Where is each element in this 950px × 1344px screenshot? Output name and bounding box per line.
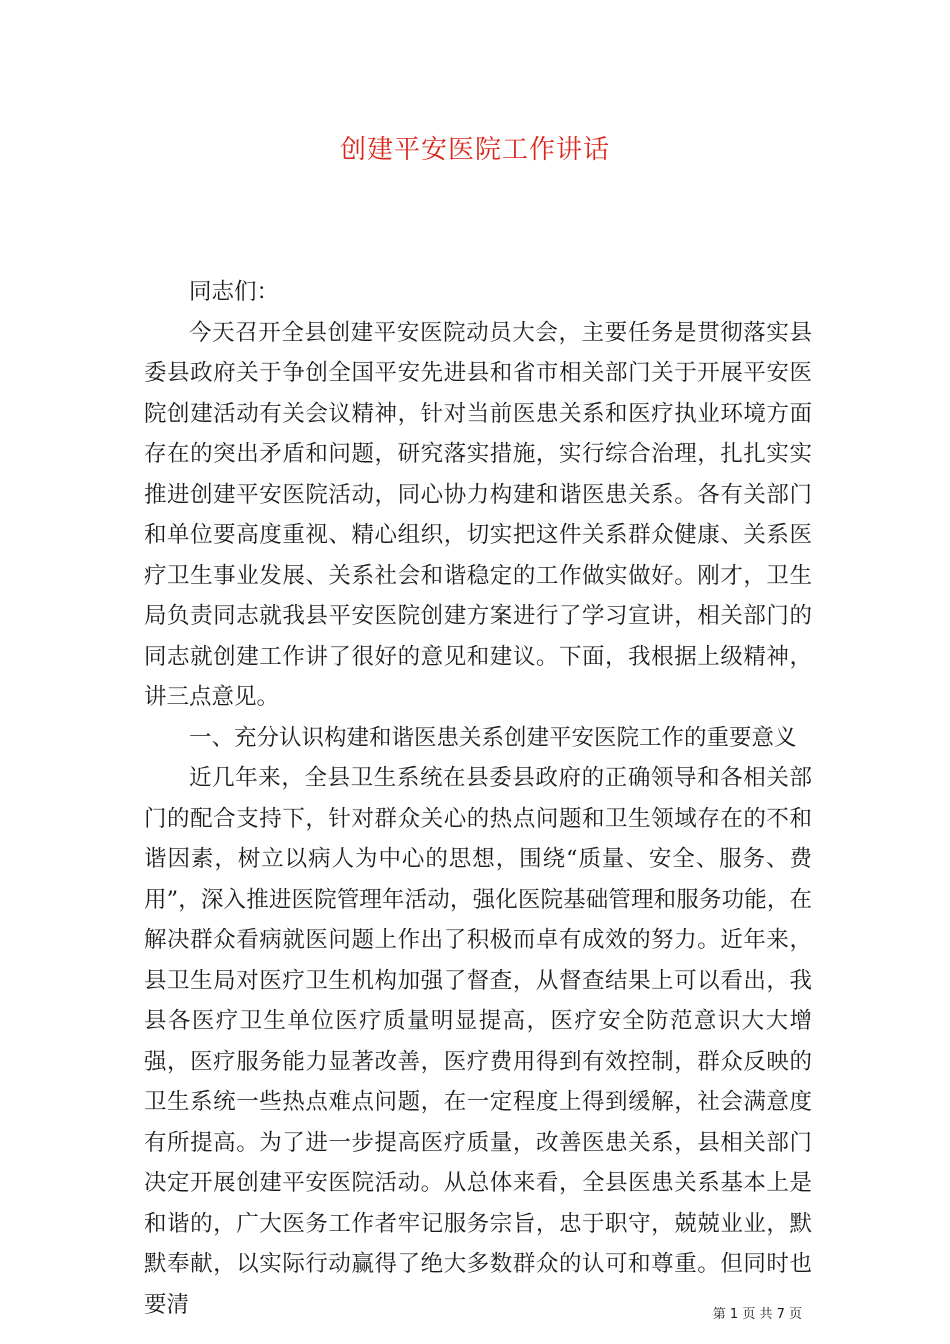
salutation-paragraph: 同志们： [189, 279, 280, 305]
section-heading: 一、充分认识构建和谐医患关系创建平安医院工作的重要意义 [189, 724, 797, 751]
body-paragraph: 近几年来，全县卫生系统在县委县政府的正确领导和各相关部门的配合支持下，针对群众关心的热点问题和卫生领域存在的不和谐因素，树立以病人为中心的思想，围绕“质量、安全、服务、费用”，深入推进医院管理年活动，强化医院基础管理和服务功能，在解决群众看病就医问题上作出了积极而卓有成效的努力。近年来，县卫生局对医疗卫生机构加强了督查，从督查结果上可以看出，我县各医疗卫生单位医疗质量明显提高，医疗安全防范意识大大增强，医疗服务能力显著改善，医疗费用得到有效控制，群众反映的卫生系统一些热点难点问题，在一定程度上得到缓解，社会满意度有所提高。为了进一步提高医疗质量，改善医患关系，县相关部门决定开展创建平安医院活动。从总体来看，全县医患关系基本上是和谐的，广大医务工作者牢记服务宗旨，忠于职守，兢兢业业，默默奉献，以实际行动赢得了绝大多数群众的认可和尊重。但同时也要清 [144, 765, 812, 1318]
page-title: 创建平安医院工作讲话 [339, 135, 610, 165]
document-body [144, 272, 812, 1325]
page-number-footer: 第 1 页 共 7 页 [712, 1307, 802, 1322]
intro-paragraph: 今天召开全县创建平安医院动员大会，主要任务是贯彻落实县委县政府关于争创全国平安先进县和省市相关部门关于开展平安医院创建活动有关会议精神，针对当前医患关系和医疗执业环境方面存在的突出矛盾和问题，研究落实措施，实行综合治理，扎扎实实推进创建平安医院活动，同心协力构建和谐医患关系。各有关部门和单位要高度重视、精心组织，切实把这件关系群众健康、关系医疗卫生事业发展、关系社会和谐稳定的工作做实做好。刚才，卫生局负责同志就我县平安医院创建方案进行了学习宣讲，相关部门的同志就创建工作讲了很好的意见和建议。下面，我根据上级精神，讲三点意见。 [144, 319, 812, 710]
